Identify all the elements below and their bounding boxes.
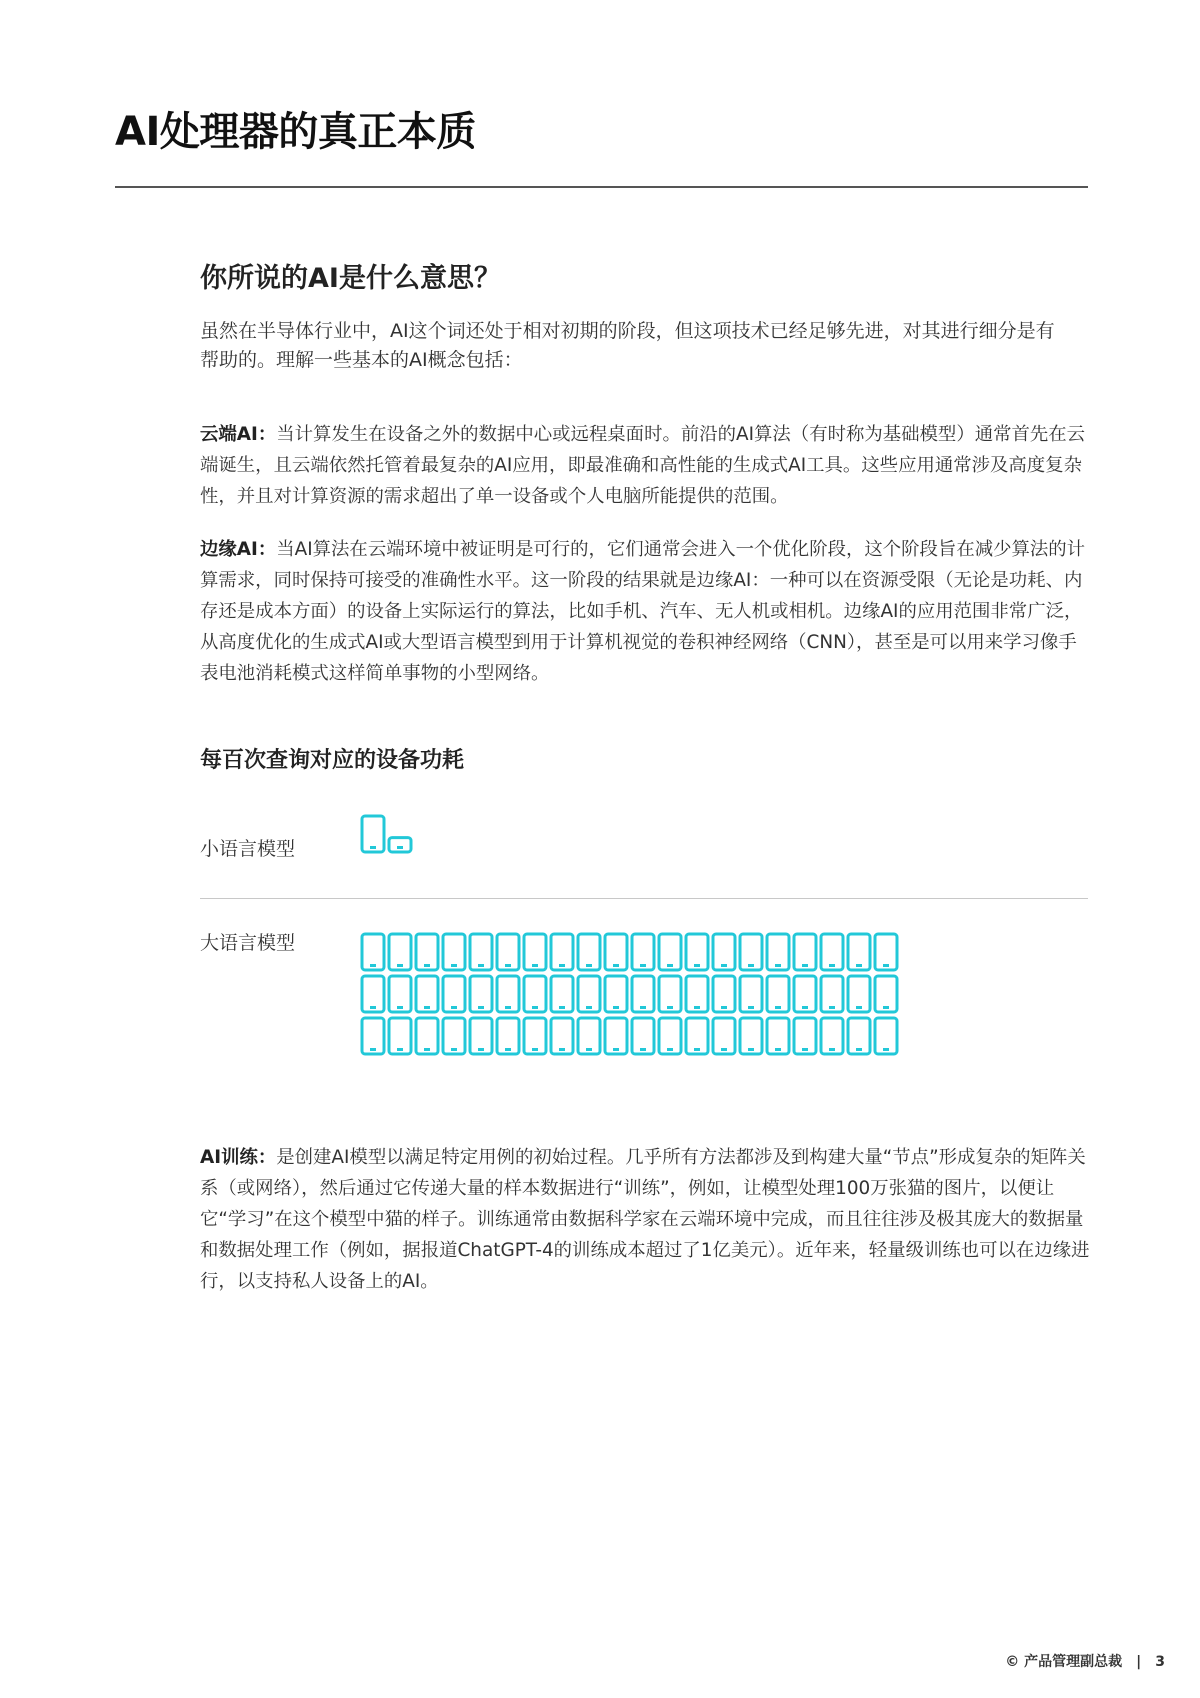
phone-icon	[389, 1018, 411, 1054]
phone-icon	[794, 934, 816, 970]
phone-icon	[713, 934, 735, 970]
phone-icon	[362, 976, 384, 1012]
phone-icon	[767, 976, 789, 1012]
edge-ai-paragraph	[200, 534, 1090, 689]
edge-ai-text: 当AI算法在云端环境中被证明是可行的，它们通常会进入一个优化阶段，这个阶段旨在减少算法的计算需求，同时保持可接受的准确性水平。这一阶段的结果就是边缘AI：一种可以在资源受限（无论是功耗、内存还是成本方面）的设备上实际运行的算法，比如手机、汽车、无人机或相机。边缘AI的应用范围非常广泛，从高度优化的生成式AI或大型语言模型到用于计算机视觉的卷积神经网络（CNN），甚至是可以用来学习像手表电池消耗模式这样简单事物的小型网络。	[200, 539, 1086, 684]
phone-icon	[821, 976, 843, 1012]
phone-icon	[767, 934, 789, 970]
phone-icon	[362, 934, 384, 970]
phone-icon	[470, 934, 492, 970]
phone-icon	[740, 976, 762, 1012]
phone-icon	[578, 1018, 600, 1054]
ai-training-term: AI训练：	[200, 1147, 277, 1168]
phone-icon	[362, 1018, 384, 1054]
phone-icon	[551, 934, 573, 970]
phone-icon-partial	[389, 838, 411, 852]
phone-icon	[740, 934, 762, 970]
phone-icon	[524, 1018, 546, 1054]
cloud-ai-term: 云端AI：	[200, 424, 277, 445]
phone-icon	[659, 1018, 681, 1054]
phone-icon	[416, 934, 438, 970]
phone-icon	[875, 934, 897, 970]
phone-icon	[632, 976, 654, 1012]
phone-icon	[578, 976, 600, 1012]
chart-title: 每百次查询对应的设备功耗	[200, 748, 465, 773]
phone-icon	[767, 1018, 789, 1054]
power-pictogram-chart	[200, 806, 1088, 1084]
phone-icon	[821, 1018, 843, 1054]
phone-icon	[659, 976, 681, 1012]
ai-training-paragraph	[200, 1142, 1090, 1297]
phone-icon	[416, 1018, 438, 1054]
phone-icon	[686, 934, 708, 970]
page-footer	[1005, 1651, 1165, 1671]
phone-icon	[524, 976, 546, 1012]
phone-icon	[605, 934, 627, 970]
phone-icon	[470, 976, 492, 1012]
phone-icon	[686, 1018, 708, 1054]
phone-icon	[713, 976, 735, 1012]
page-number: 3	[1155, 1654, 1165, 1670]
phone-icon	[497, 1018, 519, 1054]
phone-icon	[578, 934, 600, 970]
chart-row-label-large: 大语言模型	[200, 932, 296, 954]
phone-icon	[659, 934, 681, 970]
intro-paragraph: 虽然在半导体行业中，AI这个词还处于相对初期的阶段，但这项技术已经足够先进，对其进行细分是有帮助的。理解一些基本的AI概念包括：	[200, 320, 1055, 371]
title-divider	[115, 186, 1088, 188]
phone-icon	[497, 934, 519, 970]
phone-icon	[389, 976, 411, 1012]
phone-icon	[794, 976, 816, 1012]
cloud-ai-paragraph	[200, 419, 1090, 512]
section-heading: 你所说的AI是什么意思？	[200, 263, 501, 294]
phone-icon	[416, 976, 438, 1012]
phone-icon	[875, 976, 897, 1012]
phone-icon	[605, 976, 627, 1012]
ai-training-text: 是创建AI模型以满足特定用例的初始过程。几乎所有方法都涉及到构建大量“节点”形成复杂的矩阵关系（或网络），然后通过它传递大量的样本数据进行“训练”，例如，让模型处理100万张猫的图片，以便让它“学习”在这个模型中猫的样子。训练通常由数据科学家在云端环境中完成，而且往往涉及极其庞大的数据量和数据处理工作（例如，据报道ChatGPT-4的训练成本超过了1亿美元）。近年来，轻量级训练也可以在边缘进行，以支持私人设备上的AI。	[200, 1147, 1090, 1292]
main-content	[200, 256, 1090, 1319]
chart-row-label-small: 小语言模型	[200, 838, 296, 860]
phone-icon	[524, 934, 546, 970]
phone-icon	[848, 1018, 870, 1054]
phone-icon	[443, 1018, 465, 1054]
cloud-ai-text: 当计算发生在设备之外的数据中心或远程桌面时。前沿的AI算法（有时称为基础模型）通常首先在云端诞生，且云端依然托管着最复杂的AI应用，即最准确和高性能的生成式AI工具。这些应用通常涉及高度复杂性，并且对计算资源的需求超出了单一设备或个人电脑所能提供的范围。	[200, 424, 1086, 507]
footer-text: © 产品管理副总裁	[1005, 1654, 1123, 1670]
phone-icon	[497, 976, 519, 1012]
page-title: AI处理器的真正本质	[115, 109, 476, 155]
phone-icon	[470, 1018, 492, 1054]
phone-icon	[740, 1018, 762, 1054]
phone-icon	[848, 934, 870, 970]
pictogram-svg	[200, 806, 1088, 1084]
phone-icon	[551, 1018, 573, 1054]
phone-icon	[443, 934, 465, 970]
phone-icon	[875, 1018, 897, 1054]
phone-icon	[362, 816, 384, 852]
phone-icon	[632, 934, 654, 970]
phone-icon	[551, 976, 573, 1012]
phone-icon	[848, 976, 870, 1012]
footer-separator: |	[1136, 1654, 1142, 1670]
phone-icon	[632, 1018, 654, 1054]
phone-icon	[794, 1018, 816, 1054]
phone-icon	[713, 1018, 735, 1054]
phone-icon	[605, 1018, 627, 1054]
phone-icon	[686, 976, 708, 1012]
phone-icon	[821, 934, 843, 970]
phone-icon	[389, 934, 411, 970]
phone-icon	[443, 976, 465, 1012]
edge-ai-term: 边缘AI：	[200, 539, 277, 560]
